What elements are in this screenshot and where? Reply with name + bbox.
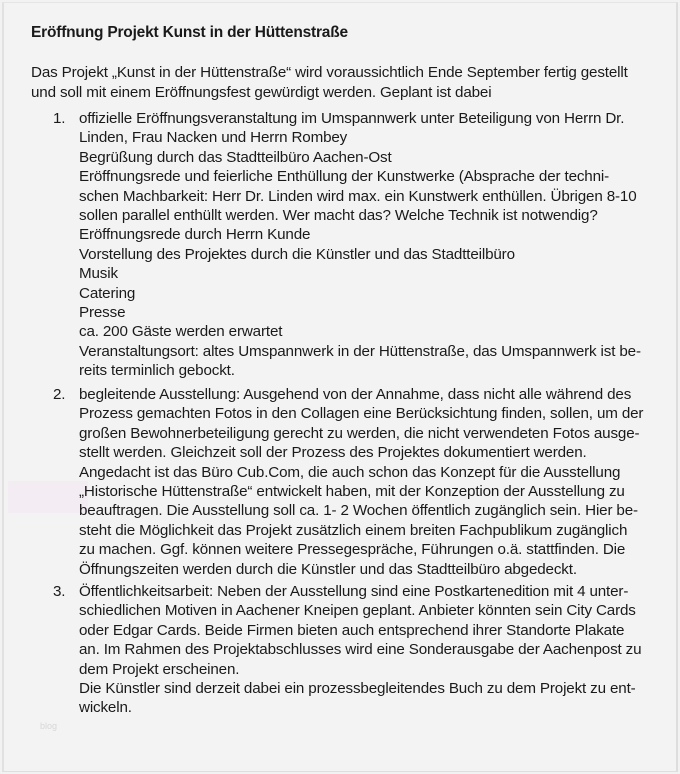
text-line: steht die Möglichkeit das Projekt zusätzlich einem breiten Fachpublikum zugänglich <box>79 521 628 539</box>
list-number: 3. <box>53 583 66 600</box>
text-line: stellt werden. Gleichzeit soll der Prozess des Projektes dokumentiert werden. <box>79 444 587 462</box>
text-line: sollen parallel enthüllt werden. Wer macht das? Welche Technik ist notwendig? <box>79 207 598 225</box>
text-line: schiedlichen Motiven in Aachener Kneipen geplant. Anbieter könnten sein City Cards <box>79 602 636 620</box>
text-line: beauftragen. Die Ausstellung soll ca. 1- 2 Wochen öffentlich zugänglich sein. Hier be- <box>79 502 638 520</box>
text-line: Catering <box>79 284 136 302</box>
list-item-body <box>79 109 659 381</box>
text-line: Eröffnungsrede durch Herrn Kunde <box>79 226 311 244</box>
watermark: blog <box>40 721 58 731</box>
text-line: schen Machbarkeit: Herr Dr. Linden wird max. ein Kunstwerk enthüllen. Übrigen 8-10 <box>79 187 637 205</box>
text-line: Veranstaltungsort: altes Umspannwerk in der Hüttenstraße, das Umspannwerk ist be- <box>79 342 641 360</box>
text-line: an. Im Rahmen des Projektabschlusses wird eine Sonderausgabe der Aachenpost zu <box>79 641 642 659</box>
text-line: Linden, Frau Nacken und Herrn Rombey <box>79 129 348 147</box>
text-line: wickeln. <box>79 699 132 717</box>
list-item-body <box>79 582 659 718</box>
intro-line: und soll mit einem Eröffnungsfest gewürdigt werden. Geplant ist dabei <box>31 83 492 101</box>
scan-artifact <box>8 481 88 513</box>
text-line: reits terminlich gebockt. <box>79 362 235 380</box>
text-line: oder Edgar Cards. Beide Firmen bieten auch entsprechend ihrer Standorte Plakate <box>79 621 625 639</box>
text-line: dem Projekt erscheinen. <box>79 660 240 678</box>
text-line: Öffentlichkeitsarbeit: Neben der Ausstellung sind eine Postkartenedition mit 4 unter- <box>79 583 629 600</box>
text-line: ca. 200 Gäste werden erwartet <box>79 323 283 341</box>
text-line: „Historische Hüttenstraße“ entwickelt haben, mit der Konzeption der Ausstellung zu <box>79 483 625 501</box>
text-line: Die Künstler sind derzeit dabei ein prozessbegleitendes Buch zu dem Projekt zu ent- <box>79 680 636 698</box>
list-number: 1. <box>53 110 66 127</box>
intro-paragraph <box>31 63 661 102</box>
text-line: Angedacht ist das Büro Cub.Com, die auch schon das Konzept für die Ausstellung <box>79 463 621 481</box>
text-line: Presse <box>79 304 126 322</box>
text-line: Öffnungszeiten werden durch die Künstler und das Stadtteilbüro abgedeckt. <box>79 560 577 578</box>
list-number: 2. <box>53 386 66 403</box>
text-line: Begrüßung durch das Stadtteilbüro Aachen-Ost <box>79 148 392 166</box>
text-line: begleitende Ausstellung: Ausgehend von der Annahme, dass nicht alle während des <box>79 386 632 403</box>
text-line: offizielle Eröffnungsveranstaltung im Umspannwerk unter Beteiligung von Herrn Dr. <box>79 110 625 127</box>
document-title: Eröffnung Projekt Kunst in der Hüttenstraße <box>31 24 348 41</box>
intro-line: Das Projekt „Kunst in der Hüttenstraße“ wird voraussichtlich Ende September fertig gestellt <box>31 64 628 81</box>
text-line: großen Bewohnerbeteiligung gerecht zu werden, die nicht verwendeten Fotos ausge- <box>79 424 640 442</box>
text-line: Prozess gemachten Fotos in den Collagen eine Berücksichtung finden, sollen, um der <box>79 405 644 423</box>
text-line: Musik <box>79 265 118 283</box>
text-line: zu machen. Ggf. können weitere Pressegespräche, Führungen o.ä. stattfinden. Die <box>79 541 626 559</box>
list-item-body <box>79 385 659 579</box>
text-line: Vorstellung des Projektes durch die Künstler und das Stadtteilbüro <box>79 245 515 263</box>
text-line: Eröffnungsrede und feierliche Enthüllung der Kunstwerke (Absprache der techni- <box>79 168 610 186</box>
